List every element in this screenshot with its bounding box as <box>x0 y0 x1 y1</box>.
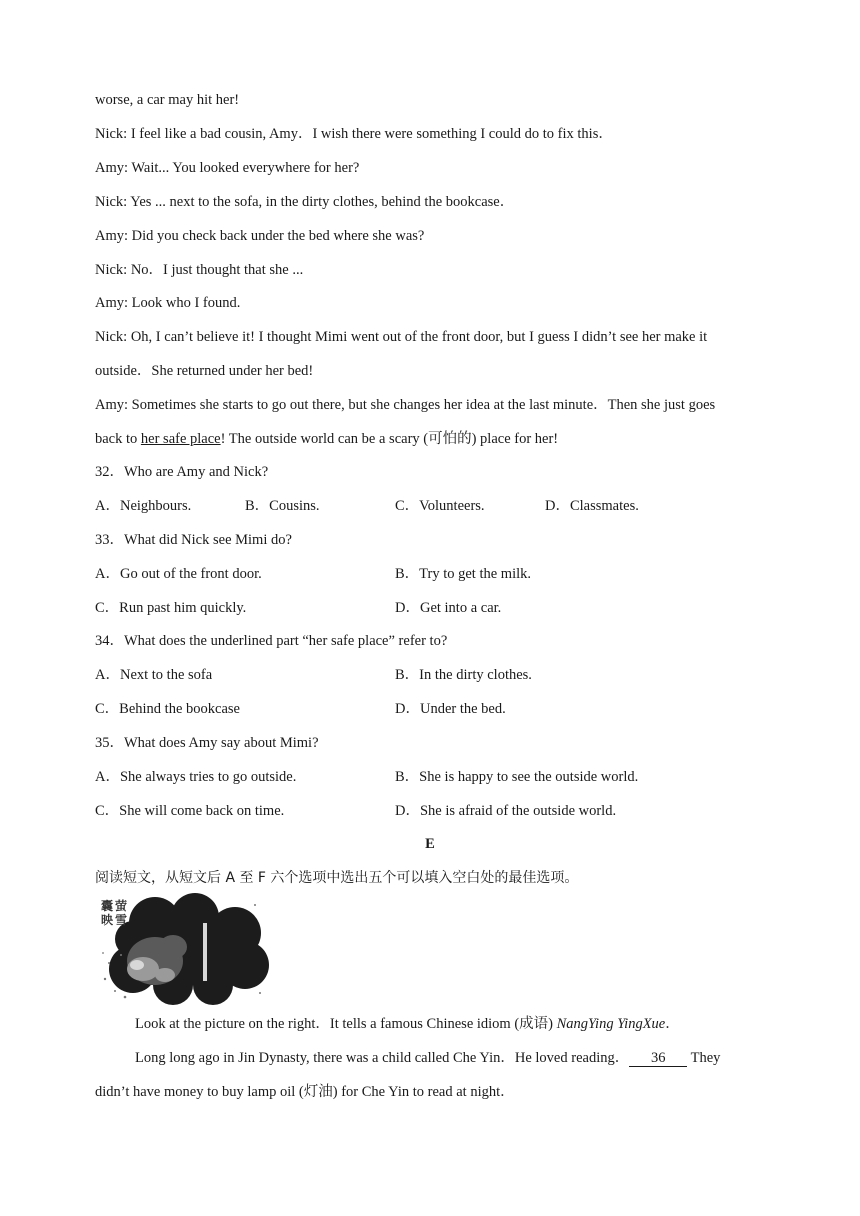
question-stem: 35．What does Amy say about Mimi? <box>95 735 319 751</box>
dialogue-line: Amy: Did you check back under the bed where she was? <box>95 228 425 244</box>
answer-option[interactable]: D．Classmates. <box>545 498 639 514</box>
idiom-illustration <box>95 893 270 1005</box>
answer-option[interactable]: C．Volunteers. <box>395 498 485 514</box>
text-segment: Long long ago in Jin Dynasty, there was a child called Che Yin．He loved reading． <box>135 1050 630 1066</box>
answer-option[interactable]: B．She is happy to see the outside world. <box>395 769 639 785</box>
dialogue-line: Nick: I feel like a bad cousin, Amy．I wish there were something I could do to fix this． <box>95 126 613 142</box>
section-instruction: 阅读短文，从短文后 A 至 F 六个选项中选出五个可以填入空白处的最佳选项。 <box>95 870 579 886</box>
question-stem: 34．What does the underlined part “her safe place” refer to? <box>95 633 448 649</box>
question-stem: 32．Who are Amy and Nick? <box>95 464 269 480</box>
dialogue-line: Nick: No．I just thought that she ... <box>95 262 304 278</box>
answer-option[interactable]: C．She will come back on time. <box>95 803 285 819</box>
text-segment: ． <box>665 1016 680 1032</box>
answer-option[interactable]: D．She is afraid of the outside world. <box>395 803 617 819</box>
passage-line: didn’t have money to buy lamp oil (灯油) for Che Yin to read at night． <box>95 1084 515 1100</box>
dialogue-line: Nick: Yes ... next to the sofa, in the dirty clothes, behind the bookcase． <box>95 194 515 210</box>
passage-paragraph <box>135 1014 680 1034</box>
text-segment: ! The outside world can be a scary (可怕的) place for her! <box>220 431 559 447</box>
answer-option[interactable]: B．In the dirty clothes. <box>395 667 532 683</box>
answer-option[interactable]: B．Try to get the milk. <box>395 566 532 582</box>
dialogue-line-final <box>95 429 558 449</box>
dialogue-line: Nick: Oh, I can’t believe it! I thought Mimi went out of the front door, but I guess I didn’t see her make it <box>95 329 708 345</box>
section-heading: E <box>425 836 435 852</box>
answer-option[interactable]: C．Behind the bookcase <box>95 701 240 717</box>
dialogue-line: Amy: Look who I found. <box>95 295 241 311</box>
dialogue-line: worse, a car may hit her! <box>95 92 240 108</box>
answer-option[interactable]: B．Cousins. <box>245 498 320 514</box>
idiom-name: NangYing YingXue <box>556 1016 666 1032</box>
answer-option[interactable]: A．She always tries to go outside. <box>95 769 297 785</box>
dialogue-line: outside．She returned under her bed! <box>95 363 314 379</box>
illustration-caption <box>101 899 135 927</box>
passage-paragraph <box>135 1048 720 1068</box>
underlined-phrase: her safe place <box>140 431 221 447</box>
dialogue-line: Amy: Wait... You looked everywhere for her? <box>95 160 360 176</box>
caption-chars: 囊萤映雪 <box>101 899 130 927</box>
text-segment: Look at the picture on the right．It tells a famous Chinese idiom (成语) <box>135 1016 557 1032</box>
question-stem: 33．What did Nick see Mimi do? <box>95 532 292 548</box>
answer-option[interactable]: D．Under the bed. <box>395 701 506 717</box>
answer-option[interactable]: A．Next to the sofa <box>95 667 213 683</box>
text-segment: back to <box>95 431 141 447</box>
answer-option[interactable]: C．Run past him quickly. <box>95 600 247 616</box>
dialogue-line: Amy: Sometimes she starts to go out there, but she changes her idea at the last minute．Then she just goes <box>95 397 716 413</box>
answer-option[interactable]: A．Neighbours. <box>95 498 192 514</box>
text-segment: They <box>687 1050 721 1066</box>
answer-option[interactable]: A．Go out of the front door. <box>95 566 262 582</box>
answer-option[interactable]: D．Get into a car. <box>395 600 502 616</box>
answer-blank-36[interactable]: 36 <box>629 1050 687 1067</box>
